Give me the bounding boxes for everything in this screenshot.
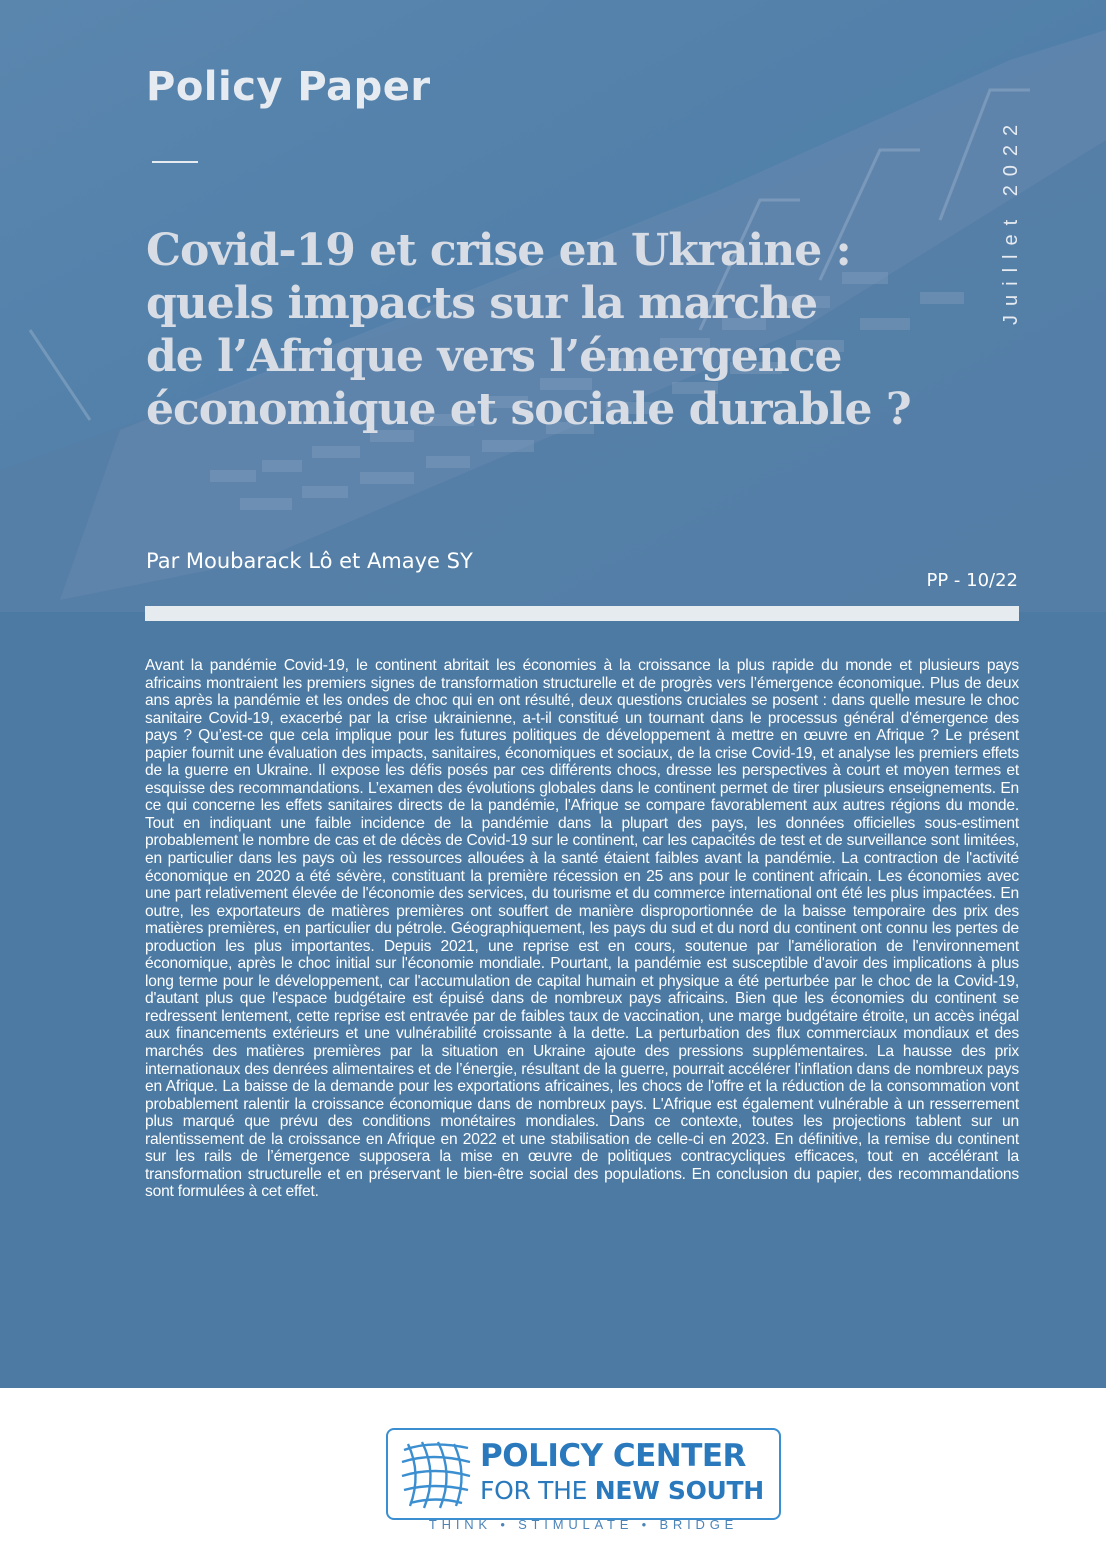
title-divider <box>152 161 198 163</box>
title-line: Covid-19 et crise en Ukraine : <box>146 225 851 276</box>
title-line: économique et sociale durable ? <box>146 384 911 435</box>
logo-text-line1: POLICY CENTER <box>480 1438 746 1474</box>
logo-text-prefix: FOR THE <box>480 1476 595 1505</box>
document-type-label: Policy Paper <box>146 64 431 110</box>
title-line: de l’Afrique vers l’émergence <box>146 331 842 382</box>
separator-bar <box>145 606 1019 621</box>
policy-center-logo[interactable] <box>386 1428 781 1520</box>
organization-tagline: THINK • STIMULATE • BRIDGE <box>428 1517 739 1532</box>
authors-byline: Par Moubarack Lô et Amaye SY <box>146 549 473 573</box>
page-title <box>146 224 1006 436</box>
paper-reference-number: PP - 10/22 <box>926 570 1018 591</box>
abstract-text: Avant la pandémie Covid-19, le continent abritait les économies à la croissance la plus rapide du monde et plusieurs pays africains montraient les premiers signes de transformation structurelle et de progrès vers l’émergence économique. Plus de deux ans après la pandémie et les ondes de choc qui en ont résulté, deux questions cruciales se posent : dans quelle mesure le choc sanitaire Covid-19, exacerbé par la crise ukrainienne, a-t-il constitué un tournant dans le processus général d'émergence des pays ? Qu’est-ce que cela implique pour les futures politiques de développement à mettre en œuvre en Afrique ? Le présent papier fournit une évaluation des impacts, sanitaires, économiques et sociaux, de la crise Covid-19, et analyse les premiers effets de la guerre en Ukraine. Il expose les défis posés par ces différents chocs, dresse les perspectives à court et moyen termes et esquisse des recommandations. L’examen des évolutions globales dans le continent permet de tirer plusieurs enseignements. En ce qui concerne les effets sanitaires directs de la pandémie, l'Afrique se compare favorablement aux autres régions du monde. Tout en indiquant une faible incidence de la pandémie dans la plupart des pays, les données officielles sous-estiment probablement le nombre de cas et de décès de Covid-19 sur le continent, car les capacités de test et de surveillance sont limitées, en particulier dans les pays où les ressources allouées à la santé étaient faibles avant la pandémie. La contraction de l'activité économique en 2020 a été sévère, constituant la première récession en 25 ans pour le continent africain. Les économies avec une part relativement élevée de l'économie des services, du tourisme et du commerce international ont été les plus impactées. En outre, les exportateurs de matières premières ont souffert de manière disproportionnée de la baisse temporaire des prix des matières premières, en particulier du pétrole. Géographiquement, les pays du sud et du nord du continent ont connu les pertes de production les plus importantes. Depuis 2021, une reprise est en cours, soutenue par l'amélioration de l'environnement économique, après le choc initial sur l'économie mondiale. Pourtant, la pandémie est susceptible d'avoir des implications à plus long terme pour le développement, car l'accumulation de capital humain et physique a été perturbée par le choc de la Covid-19, d'autant plus que l'espace budgétaire est épuisé dans de nombreux pays africains. Bien que les économies du continent se redressent lentement, cette reprise est entravée par de faibles taux de vaccination, une marge budgétaire étroite, un accès inégal aux financements extérieurs et une vulnérabilité croissante à la dette. La perturbation des flux commerciaux mondiaux et des marchés des matières premières par la situation en Ukraine ajoute des pressions supplémentaires. La hausse des prix internationaux des denrées alimentaires et de l’énergie, résultant de la guerre, pourrait accélérer l'inflation dans de nombreux pays en Afrique. La baisse de la demande pour les exportations africaines, les chocs de l'offre et la réduction de la consommation vont probablement ralentir la croissance économique dans de nombreux pays. L'Afrique est également vulnérable à un resserrement plus marqué que prévu des conditions monétaires mondiales. Dans ce contexte, toutes les projections tablent sur un ralentissement de la croissance en Afrique en 2022 et une stabilisation de celle-ci en 2023. En définitive, la remise du continent sur les rails de l’émergence supposera la mise en œuvre de politiques contracycliques efficaces, tout en accélérant la transformation structurelle et en préservant le bien-être social des populations. En conclusion du papier, des recommandations sont formulées à cet effet. <box>145 657 1019 1201</box>
publication-date: Juillet 2022 <box>1000 115 1022 325</box>
globe-grid-icon <box>400 1440 472 1510</box>
logo-text-bold: NEW SOUTH <box>594 1476 764 1505</box>
logo-text-line2 <box>480 1476 764 1505</box>
title-line: quels impacts sur la marche <box>146 278 818 329</box>
